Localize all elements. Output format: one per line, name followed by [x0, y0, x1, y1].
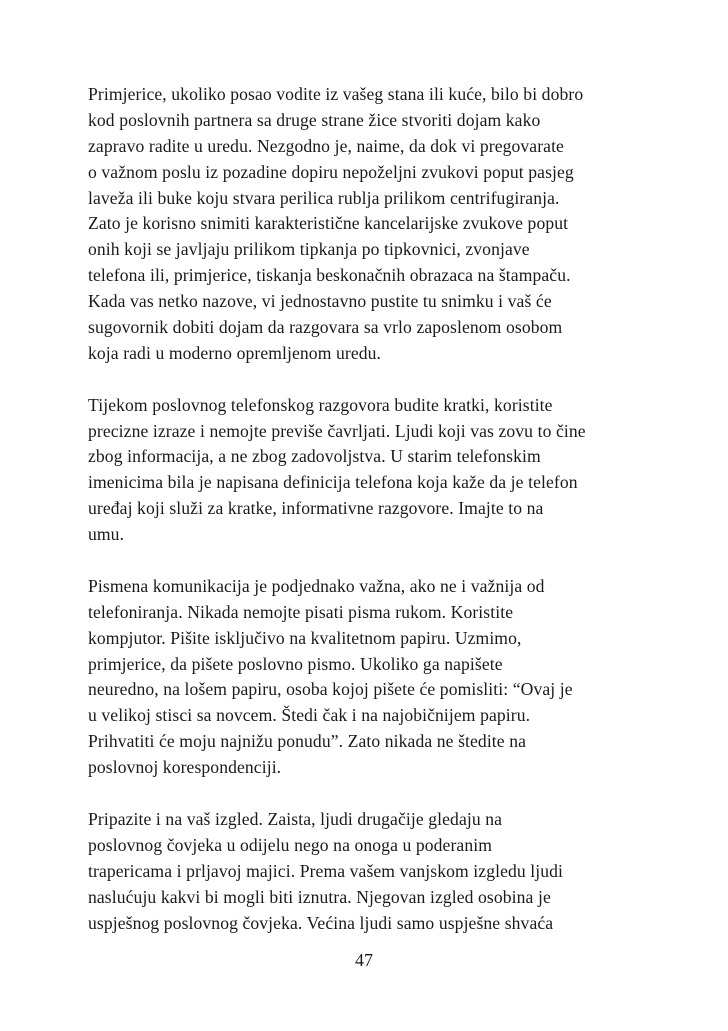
text-line: Zato je korisno snimiti karakteristične kancelarijske zvukove poput [88, 213, 569, 234]
text-line: koja radi u moderno opremljenom uredu. [88, 342, 382, 363]
text-line: sugovornik dobiti dojam da razgovara sa vrlo zaposlenom osobom [88, 317, 563, 338]
text-line: o važnom poslu iz pozadine dopiru nepoželjni zvukovi poput pasjeg [88, 161, 574, 182]
text-line: naslućuju kakvi bi mogli biti iznutra. Njegovan izgled osobina je [88, 886, 551, 907]
text-line: zbog informacija, a ne zbog zadovoljstva. U starim telefonskim [88, 446, 541, 467]
text-line: Pripazite i na vaš izgled. Zaista, ljudi drugačije gledaju na [88, 808, 503, 829]
text-line: neuredno, na lošem papiru, osoba kojoj pišete će pomisliti: “Ovaj je [88, 679, 573, 700]
text-line: umu. [88, 524, 125, 545]
text-line: precizne izraze i nemojte previše čavrljati. Ljudi koji vas zovu to čine [88, 420, 586, 441]
text-line: laveža ili buke koju stvara perilica rublja prilikom centrifugiranja. [88, 187, 560, 208]
text-line: imenicima bila je napisana definicija telefona koja kaže da je telefon [88, 472, 578, 493]
paragraph-gap [88, 781, 648, 807]
paragraph-gap [88, 548, 648, 574]
text-line: zapravo radite u uredu. Nezgodno je, naime, da dok vi pregovarate [88, 135, 564, 156]
text-line: Kada vas netko nazove, vi jednostavno pustite tu snimku i vaš će [88, 291, 552, 312]
text-line: Prihvatiti će moju najnižu ponudu”. Zato nikada ne štedite na [88, 731, 527, 752]
text-line: Tijekom poslovnog telefonskog razgovora budite kratki, koristite [88, 394, 553, 415]
paragraph-4 [88, 807, 648, 936]
text-line: telefona ili, primjerice, tiskanja beskonačnih obrazaca na štampaču. [88, 265, 571, 286]
text-line: telefoniranja. Nikada nemojte pisati pisma rukom. Koristite [88, 601, 514, 622]
text-line: Primjerice, ukoliko posao vodite iz vašeg stana ili kuće, bilo bi dobro [88, 84, 584, 104]
text-line: kompjutor. Pišite isključivo na kvalitetnom papiru. Uzmimo, [88, 627, 522, 648]
text-line: poslovnog čovjeka u odijelu nego na onoga u poderanim [88, 834, 493, 855]
paragraph-3 [88, 574, 648, 781]
text-line: poslovnoj korespondenciji. [88, 757, 282, 778]
paragraph-2 [88, 393, 648, 548]
paragraph-gap [88, 367, 648, 393]
text-line: u velikoj stisci sa novcem. Štedi čak i na najobičnijem papiru. [88, 705, 531, 726]
paragraph-1 [88, 82, 648, 367]
text-line: kod poslovnih partnera sa druge strane žice stvoriti dojam kako [88, 109, 541, 130]
page-number: 47 [355, 950, 373, 970]
text-line: primjerice, da pišete poslovno pismo. Ukoliko ga napišete [88, 653, 503, 674]
text-line: trapericama i prljavoj majici. Prema vašem vanjskom izgledu ljudi [88, 860, 564, 881]
text-line: uređaj koji služi za kratke, informativne razgovore. Imajte to na [88, 498, 544, 519]
text-line: uspješnog poslovnog čovjeka. Većina ljudi samo uspješne shvaća [88, 912, 554, 933]
book-page-body [88, 82, 648, 936]
text-line: Pismena komunikacija je podjednako važna, ako ne i važnija od [88, 575, 545, 596]
text-line: onih koji se javljaju prilikom tipkanja po tipkovnici, zvonjave [88, 239, 530, 260]
